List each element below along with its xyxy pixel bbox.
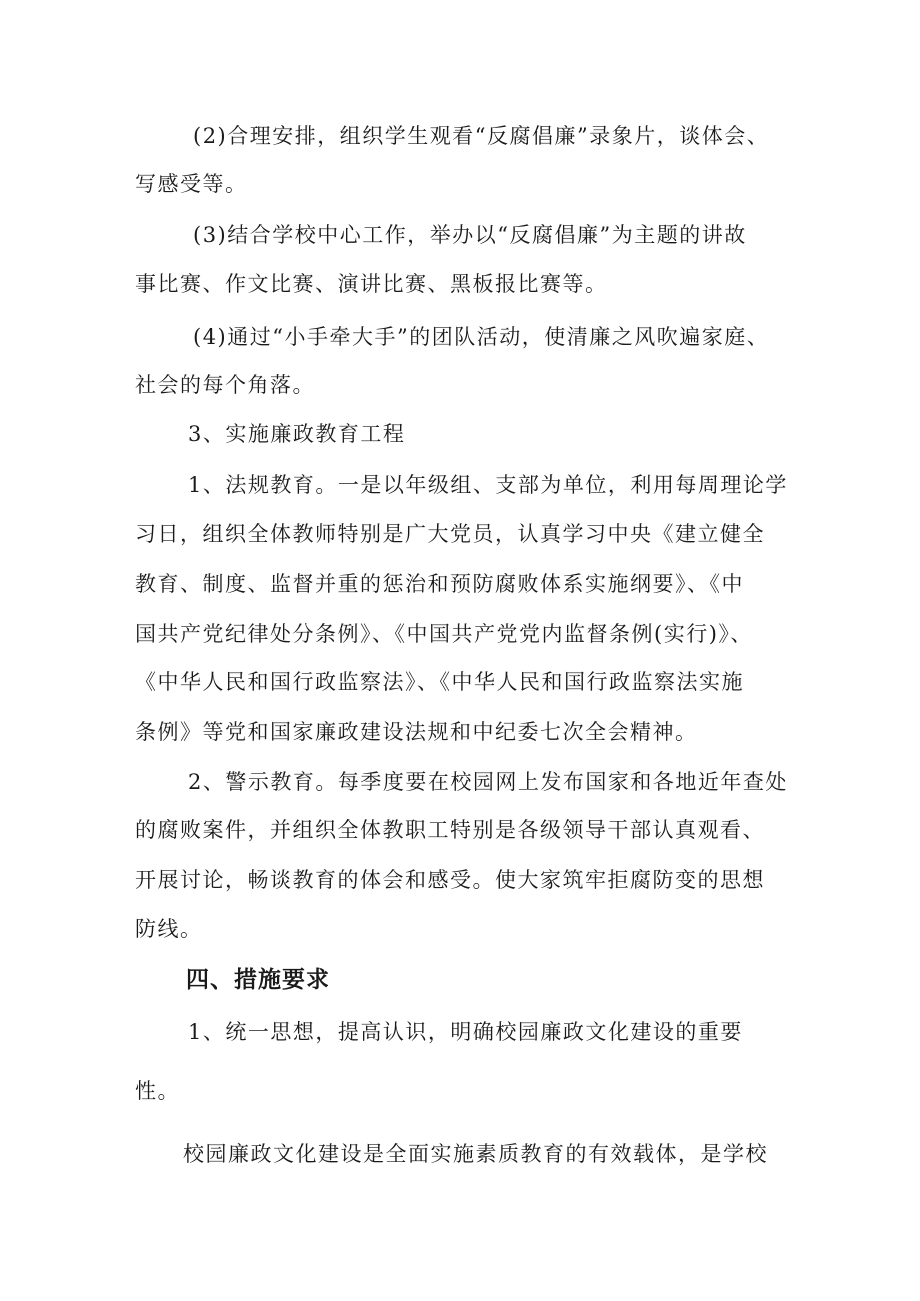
paragraph-warning-education-line-4: 防线。 xyxy=(135,917,203,941)
paragraph-measure-1-line-2: 性。 xyxy=(135,1079,180,1103)
paragraph-warning-education-line-2: 的腐败案件，并组织全体教职工特别是各级领导干部认真观看、 xyxy=(135,818,765,842)
paragraph-law-education-line-1: 1、法规教育。一是以年级组、支部为单位，利用每周理论学 xyxy=(188,473,788,497)
section-heading-3: 3、实施廉政教育工程 xyxy=(188,422,406,446)
paragraph-item-2-line-2: 写感受等。 xyxy=(135,172,248,196)
paragraph-item-2-line-1: (2)合理安排，组织学生观看“反腐倡廉”录象片，谈体会、 xyxy=(193,124,770,148)
paragraph-culture-construction-line-1: 校园廉政文化建设是全面实施素质教育的有效载体，是学校 xyxy=(183,1142,768,1166)
paragraph-measure-1-line-1: 1、统一思想，提高认识，明确校园廉政文化建设的重要 xyxy=(188,1020,743,1044)
paragraph-law-education-line-2: 习日，组织全体教师特别是广大党员，认真学习中央《建立健全 xyxy=(135,522,765,546)
paragraph-warning-education-line-3: 开展讨论，畅谈教育的体会和感受。使大家筑牢拒腐防变的思想 xyxy=(135,868,765,892)
paragraph-law-education-line-4: 国共产党纪律处分条例》、《中国共产党党内监督条例(实行)》、 xyxy=(135,622,753,646)
paragraph-law-education-line-5: 《中华人民和国行政监察法》、《中华人民和国行政监察法实施 xyxy=(135,670,744,694)
paragraph-warning-education-line-1: 2、警示教育。每季度要在校园网上发布国家和各地近年查处 xyxy=(188,770,788,794)
paragraph-item-3-line-1: (3)结合学校中心工作，举办以“反腐倡廉”为主题的讲故 xyxy=(193,223,747,247)
section-heading-measures: 四、措施要求 xyxy=(186,967,330,993)
paragraph-law-education-line-3: 教育、制度、监督并重的惩治和预防腐败体系实施纲要》、《中 xyxy=(135,572,744,596)
paragraph-item-4-line-1: (4)通过“小手牵大手”的团队活动，使清廉之风吹遍家庭、 xyxy=(193,325,770,349)
paragraph-item-4-line-2: 社会的每个角落。 xyxy=(135,373,315,397)
paragraph-law-education-line-6: 条例》等党和国家廉政建设法规和中纪委七次全会精神。 xyxy=(135,720,698,744)
paragraph-item-3-line-2: 事比赛、作文比赛、演讲比赛、黑板报比赛等。 xyxy=(135,272,608,296)
